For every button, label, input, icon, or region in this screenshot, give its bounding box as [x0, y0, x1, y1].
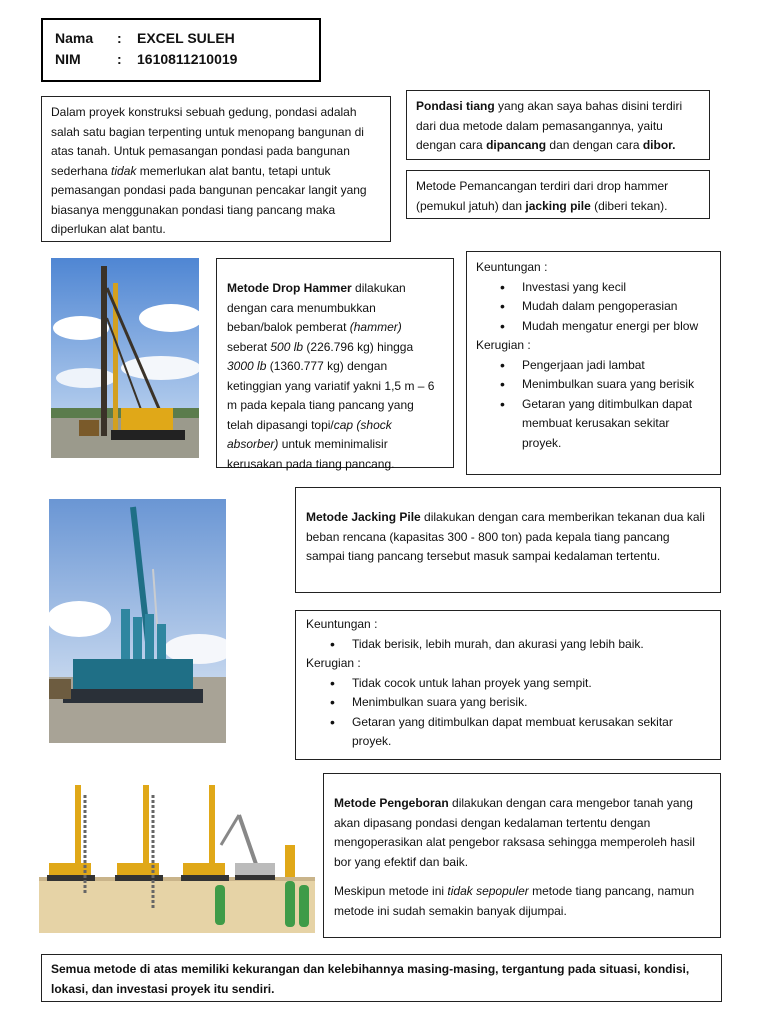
- nama-label: Nama: [55, 30, 94, 46]
- pengeboran-bold: Metode Pengeboran: [334, 796, 449, 810]
- drop-hammer-i1: (hammer): [349, 320, 402, 334]
- drop-hammer-t1: dilakukan dengan cara menumbukkan beban/balok pemberat: [227, 281, 406, 334]
- drop-hammer-photo: [51, 258, 199, 458]
- list-item: • Investasi yang kecil: [522, 278, 712, 298]
- list-item: • Tidak cocok untuk lahan proyek yang sempit.: [352, 674, 710, 694]
- jacking-bold: Metode Jacking Pile: [306, 510, 421, 524]
- drop-hammer-t3: (226.796 kg) hingga: [303, 339, 414, 354]
- jacking-keuntungan-label: Keuntungan :: [306, 617, 378, 631]
- identity-box: [41, 18, 321, 82]
- pemancangan-text2: (diberi tekan).: [590, 198, 668, 213]
- pengeboran-p2-italic: tidak sepopuler: [447, 884, 529, 898]
- nim-value: 1610811210019: [137, 51, 238, 67]
- pengeboran-p2a: Meskipun metode ini: [334, 884, 448, 898]
- jacking-text: dilakukan dengan cara memberikan tekanan dua kali beban rencana (kapasitas 300 - 800 ton) pada kepala tiang pancang sampai tiang pancang tersebut masuk sampai kedalaman tertentu.: [306, 510, 705, 563]
- pondasi-tiang-text: yang akan saya bahas disini terdiri dari dua metode dalam pemasangannya, yaitu dengan cara: [416, 99, 683, 152]
- drop-hammer-t4: (1360.777 kg) dengan ketinggian yang variatif yakni 1,5 m – 6 m pada kepala tiang pancang yang telah dipasangi topi/: [227, 359, 435, 432]
- list-item: • Menimbulkan suara yang berisik: [522, 375, 712, 395]
- pengeboran-box: [323, 773, 721, 938]
- pondasi-tiang-box: [406, 90, 710, 160]
- intro-box: [41, 96, 391, 242]
- drop-kerugian-label: Kerugian :: [476, 338, 531, 352]
- list-item: • Mudah mengatur energi per blow: [522, 317, 712, 337]
- nim-separator: :: [117, 51, 122, 67]
- name-row: [55, 28, 319, 49]
- pemancangan-text: Metode Pemancangan terdiri dari drop hammer (pemukul jatuh) dan: [416, 179, 669, 213]
- list-item: • Tidak berisik, lebih murah, dan akurasi yang lebih baik.: [352, 635, 710, 655]
- jacking-keuntungan-list: [306, 635, 710, 655]
- conclusion-box: [41, 954, 722, 1002]
- pondasi-tiang-end: .: [672, 138, 676, 152]
- pemancangan-box: [406, 170, 710, 219]
- list-item: • Pengerjaan jadi lambat: [522, 356, 712, 376]
- pondasi-tiang-bold: Pondasi tiang: [416, 99, 495, 113]
- drop-hammer-t2: seberat: [227, 339, 271, 354]
- drop-hammer-box: [216, 258, 454, 471]
- conclusion-text: Semua metode di atas memiliki kekurangan dan kelebihannya masing-masing, tergantung pada situasi, kondisi, lokasi, dan investasi proyek itu sendiri.: [51, 962, 690, 996]
- drop-hammer-i4: cap (shock absorber): [227, 417, 392, 451]
- jacking-kerugian-label: Kerugian :: [306, 656, 361, 670]
- intro-italic: tidak: [111, 163, 137, 178]
- list-item: • Getaran yang ditimbulkan dapat membuat kerusakan sekitar proyek.: [352, 713, 710, 752]
- pengeboran-p2: [334, 882, 710, 921]
- intro-text-rest: memerlukan alat bantu, tetapi untuk pemasangan pondasi pada bangunan pencakar langit yang biasanya menggunakan pondasi tiang pancang maka diperlukan alat bantu.: [51, 163, 367, 236]
- jacking-pile-bold: jacking pile: [525, 198, 591, 213]
- dipancang-bold: dipancang: [486, 138, 547, 152]
- pondasi-tiang-text2: dan dengan cara: [546, 138, 643, 152]
- pengeboran-text: dilakukan dengan cara mengebor tanah yang akan dipasang pondasi dengan kedalaman tertentu dengan mengoperasikan alat pengebor raksasa sehingga memperoleh hasil bor yang efektif dan baik.: [334, 796, 695, 869]
- pengeboran-p2b: metode tiang pancang, namun metode ini sudah semakin banyak dijumpai.: [334, 884, 695, 918]
- jacking-kerugian-list: [306, 674, 710, 752]
- pengeboran-p1: [334, 794, 710, 872]
- drop-keuntungan-list: [476, 278, 712, 337]
- drop-kerugian-list: [476, 356, 712, 454]
- drop-hammer-i2: 500 lb: [270, 339, 304, 354]
- drop-hammer-t5: untuk meminimalisir kerusakan pada tiang pancang.: [227, 437, 395, 471]
- list-item: • Getaran yang ditimbulkan dapat membuat kerusakan sekitar proyek.: [522, 395, 712, 454]
- drop-keuntungan-label: Keuntungan :: [476, 260, 548, 274]
- nama-separator: :: [117, 30, 122, 46]
- nim-row: [55, 49, 319, 70]
- nama-value: EXCEL SULEH: [137, 30, 235, 46]
- drop-hammer-bold: Metode Drop Hammer: [227, 281, 352, 295]
- list-item: • Mudah dalam pengoperasian: [522, 297, 712, 317]
- drop-hammer-i3: 3000 lb: [227, 359, 267, 373]
- drilling-illustration: [39, 775, 315, 933]
- drop-hammer-pros-cons: [466, 251, 721, 475]
- jacking-pros-cons: [295, 610, 721, 760]
- nim-label: NIM: [55, 51, 81, 67]
- intro-text: Dalam proyek konstruksi sebuah gedung, pondasi adalah salah satu bagian terpenting untuk menopang bangunan di atas tanah. Untuk pemasangan pondasi pada bangunan sederhana: [51, 105, 364, 178]
- list-item: • Menimbulkan suara yang berisik.: [352, 693, 710, 713]
- jacking-pile-photo: [49, 499, 226, 743]
- dibor-bold: dibor: [642, 138, 673, 152]
- jacking-pile-box: [295, 487, 721, 593]
